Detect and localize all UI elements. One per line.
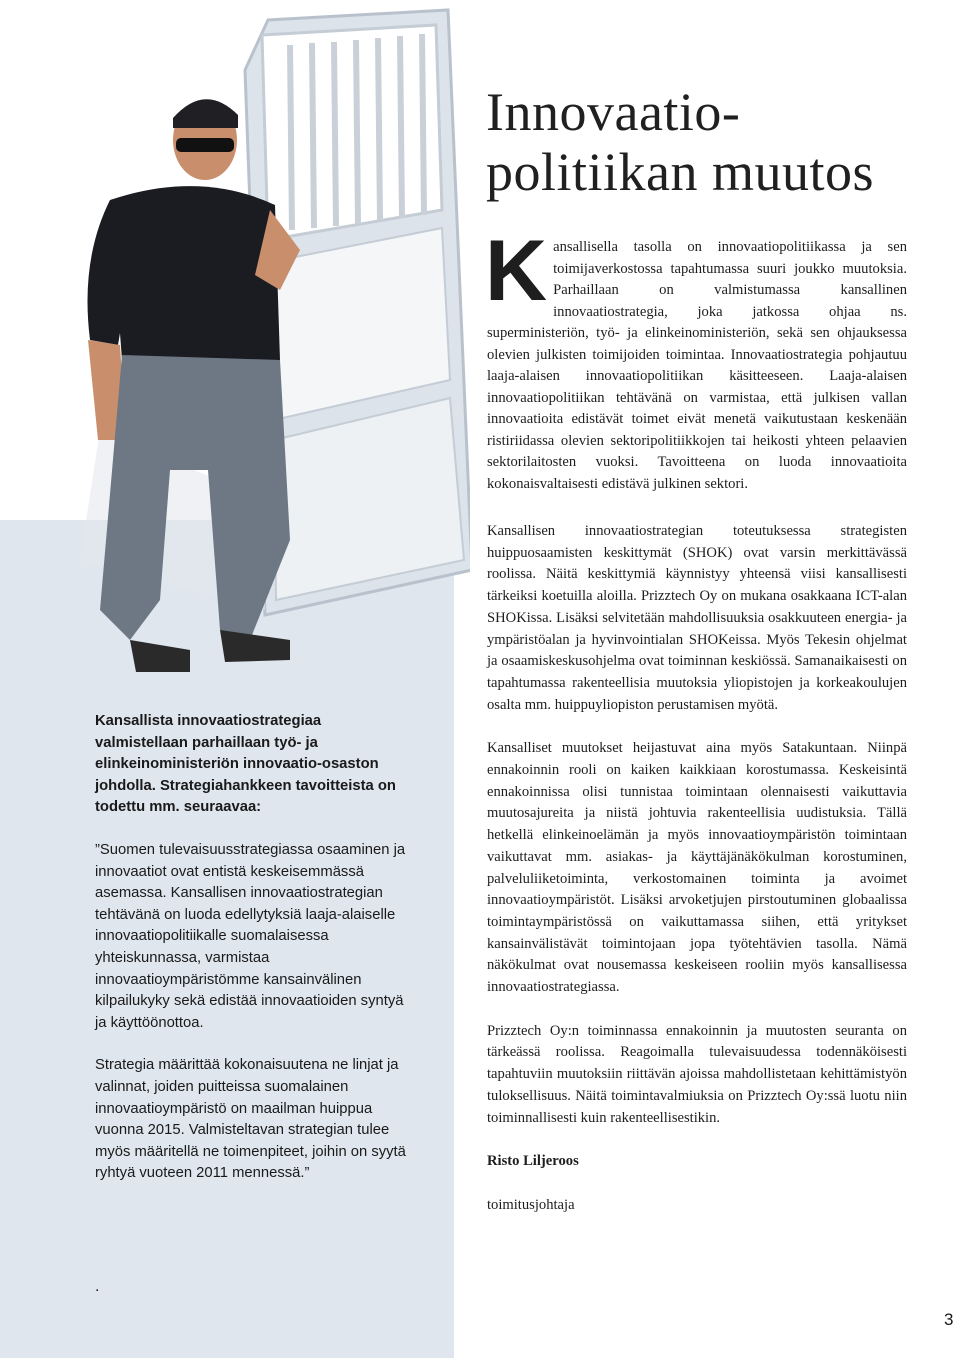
signature-name: Risto Liljeroos [487,1153,579,1170]
footer-dot: . [95,1278,100,1295]
page-title [486,82,946,202]
main-column [487,521,907,1239]
sidebar-box [95,711,415,1206]
title-line-1: Innovaatio- [486,82,741,142]
sidebar-quote-2: Strategia määrittää kokonaisuutena ne linjat ja valinnat, joiden puitteissa suomalainen innovaatioympäristö on maailman huippua vuonna 2015. Valmisteltavan strategian tulee myös määritellä ne toimenpiteet, joihin on syytä ryhtyä vuoteen 2011 mennessä.” [95,1057,406,1182]
drop-cap: K [485,223,548,319]
intro-text: ansallisella tasolla on innovaatiopolitiikassa ja sen toimijaverkostossa tapahtumassa suuri joukko muutoksia. Parhaillaan on valmistumassa kansallinen innovaatiostrategia, joka jatkossa ohjaa ns. superministeriön, työ- ja elinkeinoministeriön, sekä sen ohjauksessa olevien julkisten toimijoiden toimintaa. Innovaatiostrategia pohjautuu laaja-alaisen innovaatiopolitiikan käsitteeseen. Laaja-alaisen innovaatiopolitiikan tehtävänä on varmistaa, että julkisen vallan innovaatioita edistävät toimet eivät menetä vaikutustaan keskenään ristiriidassa olevien sektoripolitiikkojen tai heikosti yhteen pelaavien sektorilaitosten vuoksi. Tavoitteena on luoda innovaatioita kokonaisvaltaisesti edistävä julkinen sektori. [487,239,907,492]
intro-paragraph [485,223,907,495]
body-paragraph-3: Prizztech Oy:n toiminnassa ennakoinnin ja muutosten seuranta on tärkeässä roolissa. Reagoimalla tulevaisuudessa todennäköisesti tapahtuviin muutoksiin riittävän ajoissa mahdollistetaan kehittämistyön tuloksellisuus. Näitä toimintavalmiuksia on Prizztech Oy:ssä luotu niin toiminnallisesti kuin rakenteellisestikin. [487,1022,907,1126]
body-paragraph-1: Kansallisen innovaatiostrategian toteutuksessa strategisten huippuosaamisten keskittymät (SHOK) ovat varsin merkittävässä roolissa. Näitä keskittymiä käynnistyy yhteensä viisi kansallisesti tärkeiksi koetuilla aloilla. Prizztech Oy on mukana osakkaana ICT-alan SHOKissa. Lisäksi selvitetään mahdollisuuksia osakkuuteen energia- ja ympäristöalan ja hyvinvointialan SHOKeissa. Myös Tekesin ohjelmat ja osaamiskeskusohjelma ovat toiminnan keskiössä. Samanaikaisesti on tapahtumassa rakenteellisia muutoksia yliopistojen ja korkeakoulujen osalta mm. huippuyliopiston perustamisen myötä. [487,523,907,713]
signature-role: toimitusjohtaja [487,1196,575,1213]
title-line-2: politiikan muutos [486,142,875,202]
body-paragraph-2: Kansalliset muutokset heijastuvat aina myös Satakuntaan. Niinpä ennakoinnin rooli on kaiken kaikkiaan korostumassa. Keskeisintä ennakoinnissa olisi tunnistaa toimintaan olennaisesti vaikuttavia muutosajureita ja niistä johtuvia rakenteellisia uudistuksia. Tällä hetkellä elinkeinoelämän ja myös innovaatioympäristön toimintaan vaikuttavat mm. asiakas- ja käyttäjänäkökulman korostuminen, palveluliiketoiminta, verkostomainen toiminta ja avoimet innovaatioympäristöt. Lisäksi arvoketjujen pirstoutuminen globaalissa toimintaympäristössä on vaikuttamassa siihen, että yritykset kansainvälistävät toimintojaan jopa työtehtävien tasolla. Nämä näkökulmat ovat nousemassa keskeiseen rooliin myös kansallisessa innovaatiostrategiassa. [487,740,907,996]
sidebar-lead: Kansallista innovaatiostrategiaa valmistellaan parhaillaan työ- ja elinkeinoministeriön innovaatio-osaston johdolla. Strategiahankkeen tavoitteista on todettu mm. seuraavaa: [95,713,396,816]
portrait-photo [40,0,470,690]
sidebar-quote-1: ”Suomen tulevaisuusstrategiassa osaaminen ja innovaatiot ovat entistä keskeisemmässä asemassa. Kansallisen innovaatiostrategian tehtävänä on luoda edellytyksiä laaja-alaiselle innovaatiopolitiikalle suomalaisessa yhteiskunnassa, varmistaa innovaatioympäristömme kansainvälinen kilpailukyky sekä edistää innovaatioiden syntyä ja käyttöönottoa. [95,841,406,1031]
page-number: 3 [944,1310,954,1329]
